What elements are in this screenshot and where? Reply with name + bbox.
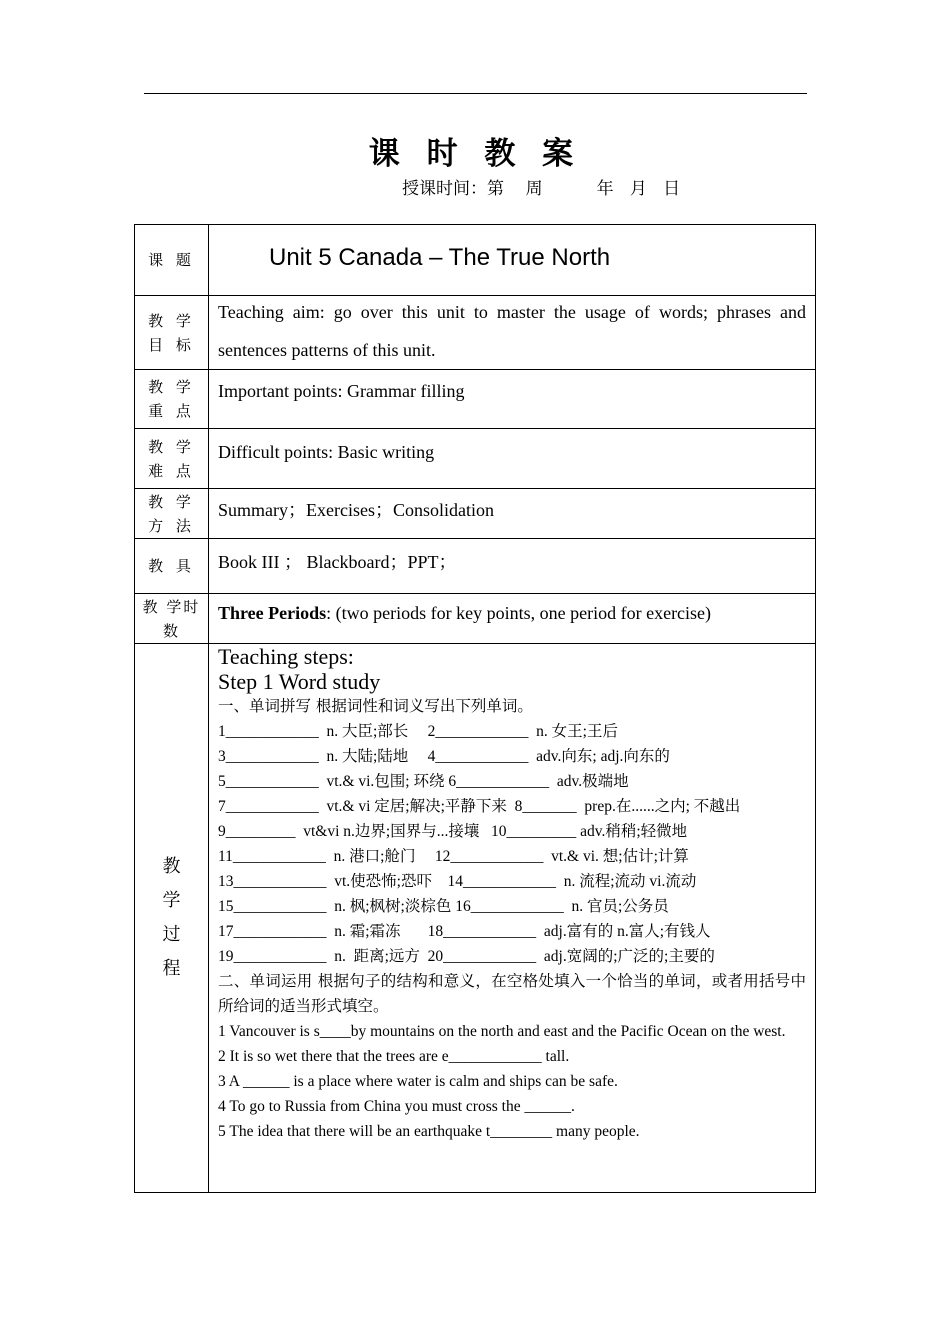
word-item: 15____________ n. 枫;枫树;淡棕色 16____________ n. 官员;公务员	[218, 898, 669, 915]
process-label: 教 学 过 程	[135, 644, 209, 1193]
part1-instruction: 一、单词拼写 根据词性和词义写出下列单词。	[218, 697, 533, 715]
sentence-item: 1 Vancouver is s____by mountains on the north and east and the Pacific Ocean on the west.	[218, 1023, 786, 1040]
key-points-row	[135, 370, 816, 429]
word-item: 5____________ vt.& vi.包围; 环绕 6____________ adv.极端地	[218, 773, 629, 790]
teaching-tools: Book III ； Blackboard；PPT；	[218, 552, 457, 572]
topic-label: 课 题	[135, 225, 209, 296]
key-points-label: 教 学 重 点	[135, 370, 209, 429]
word-item: 1____________ n. 大臣;部长 2____________ n. 女王;王后	[218, 723, 618, 740]
sentence-item: 4 To go to Russia from China you must cross the ______.	[218, 1098, 575, 1115]
lesson-plan-table	[134, 224, 816, 1193]
teaching-periods	[218, 594, 806, 624]
word-item: 13____________ vt.使恐怖;恐吓 14____________ n. 流程;流动 vi.流动	[218, 873, 697, 890]
word-item: 11____________ n. 港口;舱门 12____________ vt.& vi. 想;估计;计算	[218, 848, 689, 865]
difficult-points-row	[135, 429, 816, 489]
lesson-date-line: 授课时间：第 周 年 月 日	[402, 179, 681, 199]
word-item: 9_________ vt&vi n.边界;国界与...接壤 10_________ adv.稍稍;轻微地	[218, 823, 688, 840]
aim-label: 教 学 目 标	[135, 296, 209, 370]
unit-title: Unit 5 Canada – The True North	[269, 244, 611, 271]
teaching-aim: Teaching aim: go over this unit to master the usage of words; phrases and sentences patterns of this unit.	[218, 302, 806, 360]
steps-heading: Teaching steps:	[218, 644, 354, 669]
process-row	[135, 644, 816, 1193]
difficult-points: Difficult points: Basic writing	[218, 442, 435, 462]
top-rule	[144, 93, 807, 94]
topic-row	[135, 225, 816, 296]
method-row	[135, 489, 816, 539]
tools-label: 教 具	[135, 539, 209, 594]
periods-label: 教 学时 数	[135, 594, 209, 644]
sentence-item: 3 A ______ is a place where water is calm and ships can be safe.	[218, 1073, 618, 1090]
periods-row	[135, 594, 816, 644]
aim-row	[135, 296, 816, 370]
teaching-method: Summary；Exercises；Consolidation	[218, 500, 494, 520]
method-label: 教 学 方 法	[135, 489, 209, 539]
word-item: 17____________ n. 霜;霜冻 18____________ adj.富有的 n.富人;有钱人	[218, 923, 711, 940]
sentence-item: 5 The idea that there will be an earthquake t________ many people.	[218, 1123, 640, 1140]
tools-row	[135, 539, 816, 594]
step1-heading: Step 1 Word study	[218, 669, 381, 694]
word-item: 19____________ n. 距离;远方 20____________ adj.宽阔的;广泛的;主要的	[218, 948, 715, 965]
page-title: 课 时 教 案	[368, 136, 582, 172]
sentence-item: 2 It is so wet there that the trees are e____________ tall.	[218, 1048, 570, 1065]
part2-instruction: 二、单词运用 根据句子的结构和意义，在空格处填入一个恰当的单词，或者用括号中所给词的适当形式填空。	[218, 972, 806, 1015]
difficult-points-label: 教 学 难 点	[135, 429, 209, 489]
word-item: 3____________ n. 大陆;陆地 4____________ adv.向东; adj.向东的	[218, 748, 670, 765]
periods-detail: : (two periods for key points, one period for exercise)	[326, 603, 712, 623]
teaching-steps	[209, 644, 816, 1193]
word-item: 7____________ vt.& vi 定居;解决;平静下来 8_______ prep.在......之内; 不越出	[218, 798, 741, 815]
periods-count: Three Periods	[218, 603, 327, 623]
important-points: Important points: Grammar filling	[218, 381, 465, 401]
